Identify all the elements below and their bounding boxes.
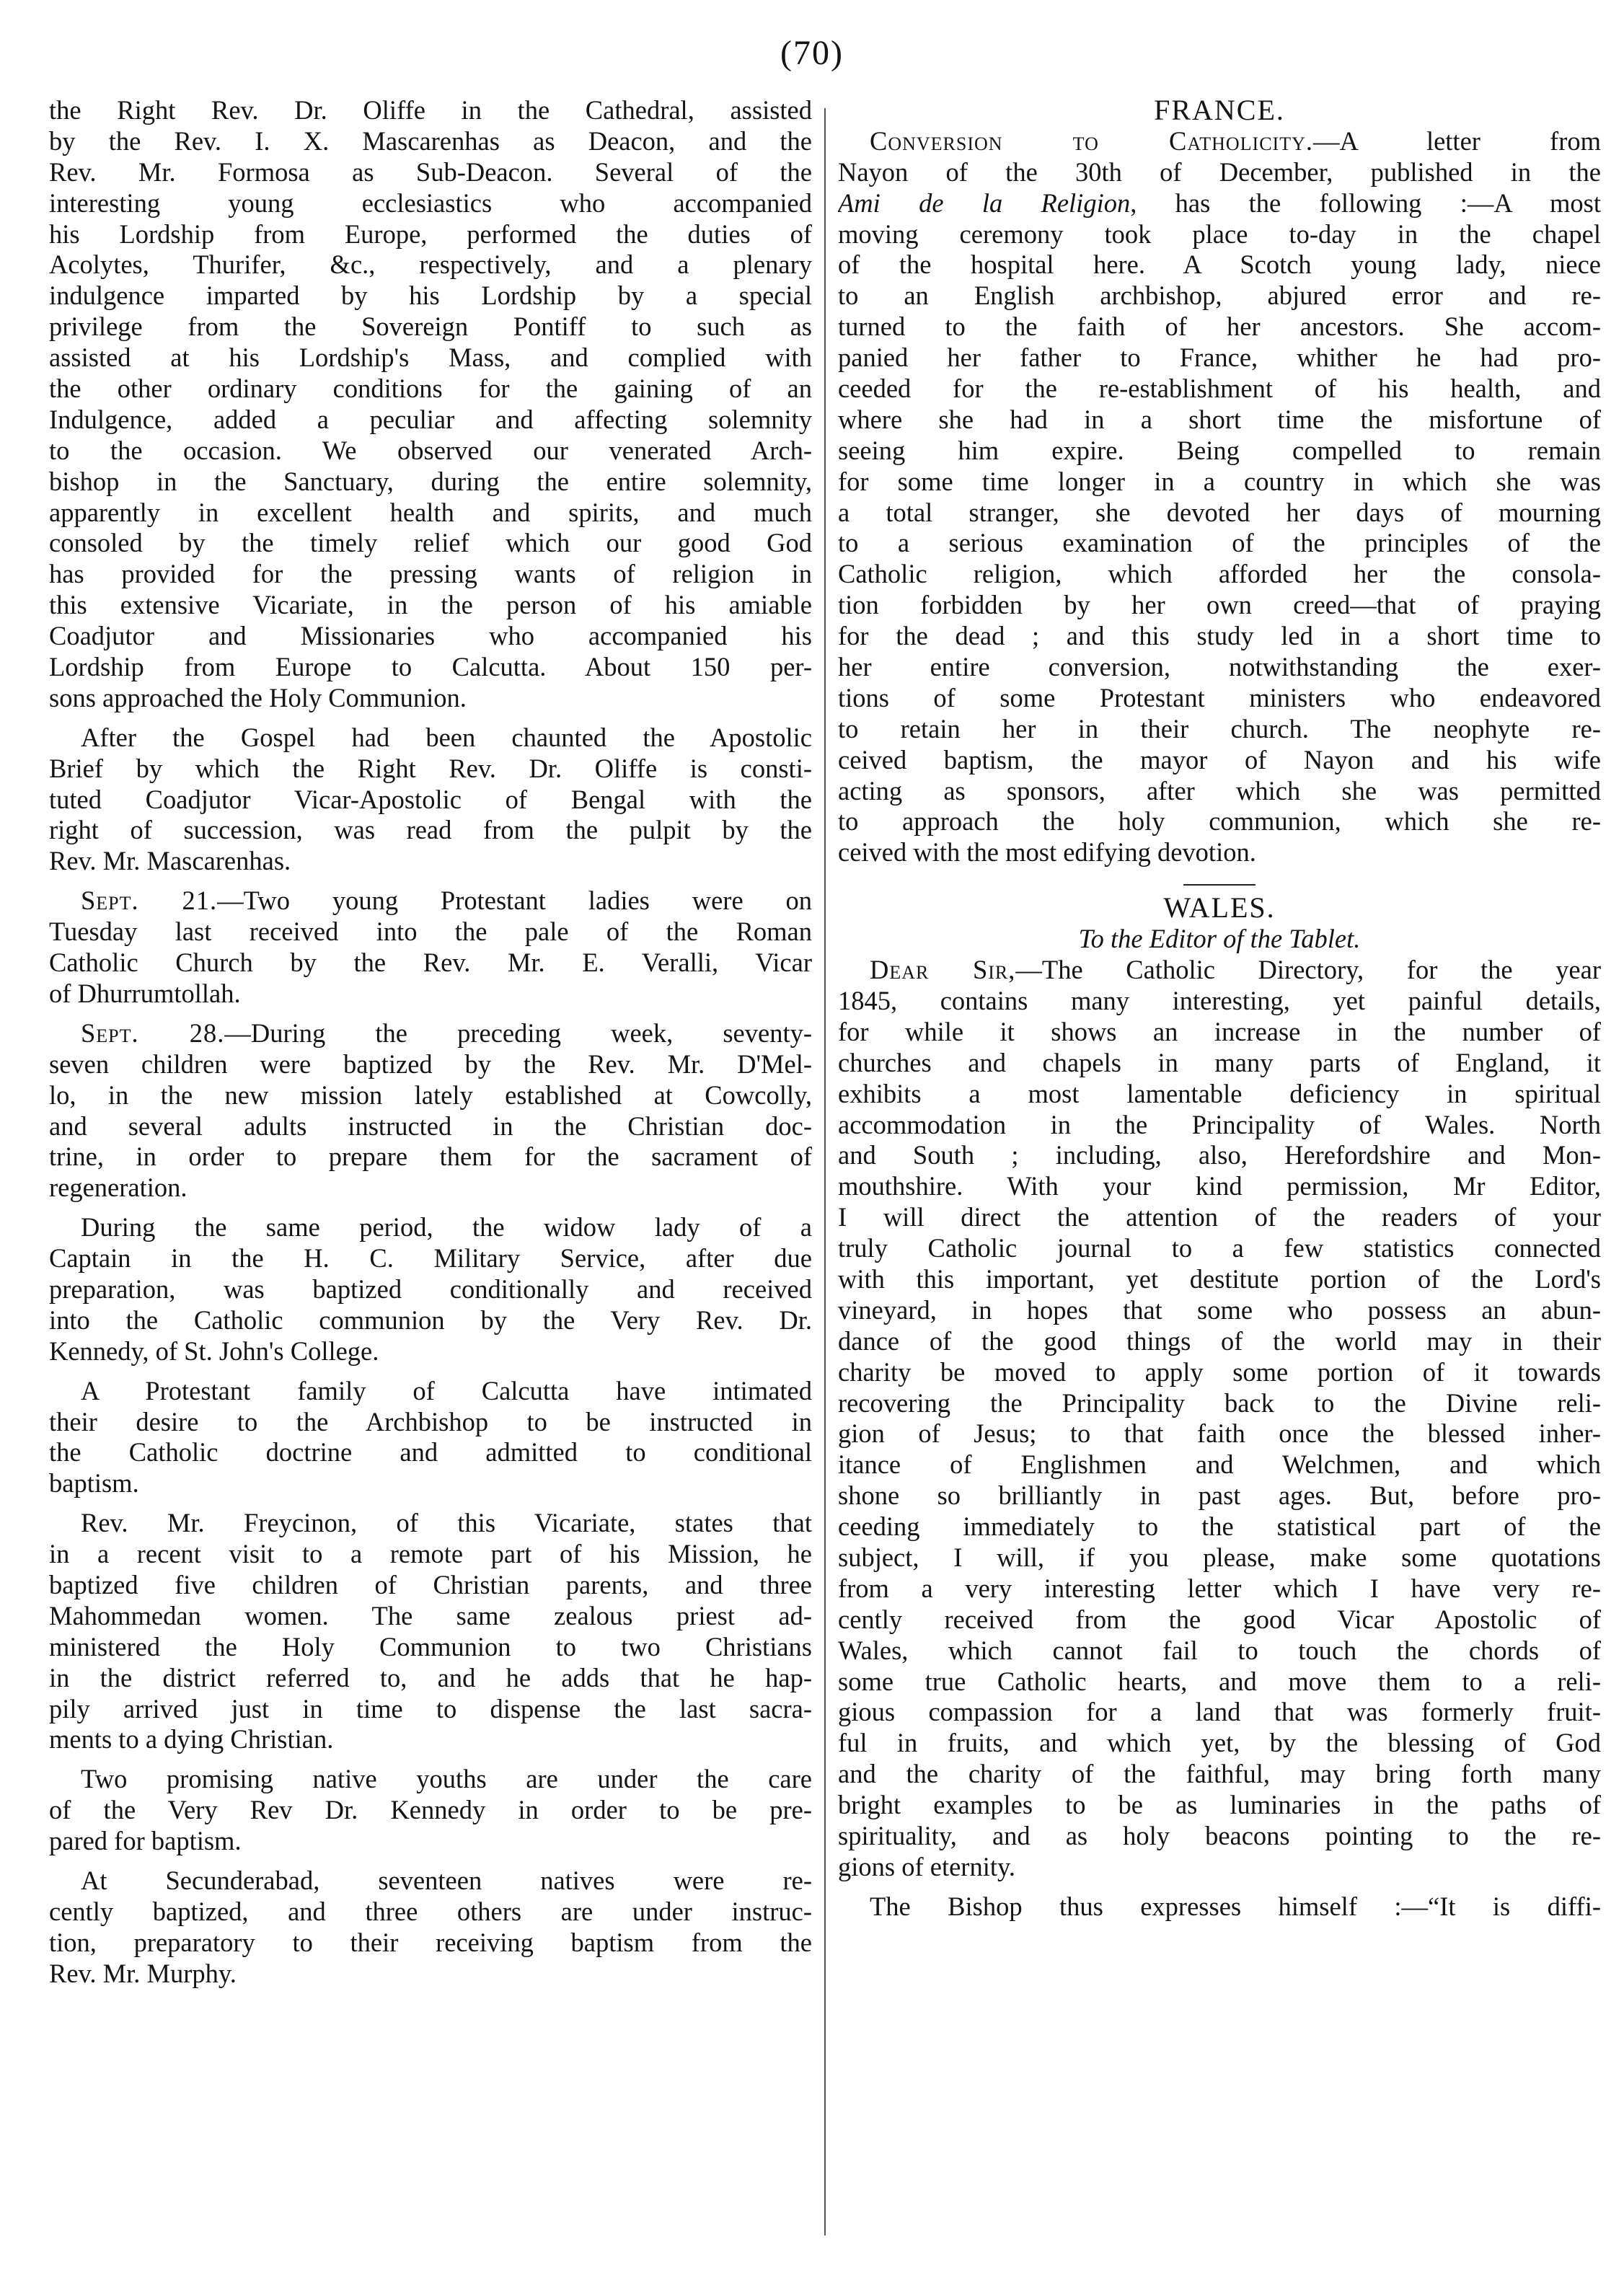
text-line: lo, in the new mission lately established at Cowcolly,: [49, 1080, 812, 1110]
text-line: subject, I will, if you please, make some quotations: [838, 1542, 1601, 1572]
text-line: Rev. Mr. Formosa as Sub-Deacon. Several of the: [49, 156, 812, 187]
text-line: gious compassion for a land that was formerly fruit-: [838, 1697, 1601, 1727]
text-line: indulgence imparted by his Lordship by a special: [49, 281, 812, 311]
text-line: ministered the Holy Communion to two Christians: [49, 1631, 812, 1661]
text-line: for while it shows an increase in the number of: [838, 1016, 1601, 1046]
text-line: ceived baptism, the mayor of Nayon and his wife: [838, 744, 1601, 774]
text-line: where she had in a short time the misfortune of: [838, 404, 1601, 434]
text-line: [838, 126, 1601, 157]
text-line: by the Rev. I. X. Mascarenhas as Deacon, and the: [49, 125, 812, 156]
text-line: for the dead ; and this study led in a short time to: [838, 621, 1601, 651]
text-line: consoled by the timely relief which our good God: [49, 528, 812, 558]
text-line: The Bishop thus expresses himself :—“It is diffi-: [870, 1891, 1601, 1921]
text-line: I will direct the attention of the readers of your: [838, 1202, 1601, 1232]
text-line: seven children were baptized by the Rev. Mr. D'Mel-: [49, 1049, 812, 1079]
column-divider: [824, 108, 826, 2236]
text-line: At Secunderabad, seventeen natives were re-: [81, 1865, 812, 1895]
text-line: acting as sponsors, after which she was permitted: [838, 775, 1601, 806]
text-line: into the Catholic communion by the Very Rev. Dr.: [49, 1305, 812, 1335]
text-line: bright examples to be as luminaries in the paths of: [838, 1790, 1601, 1820]
text-line: the other ordinary conditions for the gaining of an: [49, 374, 812, 404]
text-line: A Protestant family of Calcutta have intimated: [81, 1375, 812, 1405]
text-line: trine, in order to prepare them for the sacrament of: [49, 1142, 812, 1172]
text-line: right of succession, was read from the pulpit by the: [49, 815, 812, 845]
letter-address: To the Editor of the Tablet.: [1078, 924, 1361, 954]
text-line: charity be moved to apply some portion of it towards: [838, 1356, 1601, 1387]
text-line: ceived with the most edifying devotion.: [838, 837, 1256, 868]
text-line: vineyard, in hopes that some who possess an abun-: [838, 1294, 1601, 1325]
text-line: Coadjutor and Missionaries who accompanied his: [49, 621, 812, 651]
text-line: has provided for the pressing wants of religion in: [49, 559, 812, 589]
text-line: Wales, which cannot fail to touch the chords of: [838, 1635, 1601, 1665]
text-line: Lordship from Europe to Calcutta. About 150 per-: [49, 652, 812, 682]
text-line: During the same period, the widow lady of a: [81, 1212, 812, 1243]
text-line: gion of Jesus; to that faith once the blessed inher-: [838, 1418, 1601, 1449]
text-line: cently baptized, and three others are under instruc-: [49, 1896, 812, 1926]
text-line: preparation, was baptized conditionally and received: [49, 1274, 812, 1304]
text-line: 1845, contains many interesting, yet painful details,: [838, 985, 1601, 1015]
text-line: regeneration.: [49, 1173, 187, 1203]
text-line: to the occasion. We observed our venerated Arch-: [49, 435, 812, 465]
text-line: of Dhurrumtollah.: [49, 978, 241, 1008]
text-line: Catholic religion, which afforded her the consola-: [838, 559, 1601, 589]
text-line: a total stranger, she devoted her days of mourning: [838, 497, 1601, 527]
text-line: ceeding immediately to the statistical part of the: [838, 1511, 1601, 1542]
text-line: and several adults instructed in the Christian doc-: [49, 1111, 812, 1141]
text-line: apparently in excellent health and spirits, and much: [49, 497, 812, 527]
text-line: for some time longer in a country in which she was: [838, 466, 1601, 496]
text-line: Mahommedan women. The same zealous priest ad-: [49, 1600, 812, 1630]
text-line: some true Catholic hearts, and move them to a reli-: [838, 1666, 1601, 1696]
text-line: and the charity of the faithful, may bring forth many: [838, 1759, 1601, 1789]
text-line: ceeded for the re-establishment of his health, and: [838, 374, 1601, 404]
publication-title: Ami de la Religion: [838, 187, 1131, 218]
text-line: their desire to the Archbishop to be instructed in: [49, 1406, 812, 1436]
text-line: and South ; including, also, Herefordshire and Mon-: [838, 1140, 1601, 1170]
text-run: —The Catholic Directory, for the year: [1015, 955, 1601, 985]
text-line: Captain in the H. C. Military Service, after due: [49, 1243, 812, 1274]
right-column: [838, 95, 1601, 1923]
text-line: the Catholic doctrine and admitted to conditional: [49, 1437, 812, 1467]
text-line: mouthshire. With your kind permission, Mr Editor,: [838, 1171, 1601, 1201]
text-line: to approach the holy communion, which she re-: [838, 806, 1601, 837]
text-line: churches and chapels in many parts of England, it: [838, 1047, 1601, 1077]
section-divider: [1183, 884, 1255, 886]
text-line: to an English archbishop, abjured error and re-: [838, 281, 1601, 311]
text-line: ments to a dying Christian.: [49, 1724, 334, 1755]
text-line: in a recent visit to a remote part of his Mission, he: [49, 1539, 812, 1569]
text-line: [49, 1018, 812, 1049]
text-line: to retain her in their church. The neophyte re-: [838, 713, 1601, 743]
text-line: to a serious examination of the principles of the: [838, 528, 1601, 558]
text-line: in the district referred to, and he adds that he hap-: [49, 1662, 812, 1692]
text-line: privilege from the Sovereign Pontiff to such as: [49, 312, 812, 342]
text-line: sons approached the Holy Communion.: [49, 682, 467, 712]
text-line: tion forbidden by her own creed—that of praying: [838, 590, 1601, 620]
text-line: tion, preparatory to their receiving baptism from the: [49, 1927, 812, 1957]
text-line: accommodation in the Principality of Wales. North: [838, 1109, 1601, 1139]
text-line: shone so brilliantly in past ages. But, before pro-: [838, 1480, 1601, 1511]
text-run: —A letter from: [1312, 125, 1601, 156]
text-line: baptism.: [49, 1468, 139, 1499]
text-line: Brief by which the Right Rev. Dr. Oliffe is consti-: [49, 753, 812, 783]
text-line: turned to the faith of her ancestors. She accom-: [838, 312, 1601, 342]
text-line: her entire conversion, notwithstanding the exer-: [838, 652, 1601, 682]
text-line: tuted Coadjutor Vicar-Apostolic of Bengal with the: [49, 784, 812, 814]
text-line: dance of the good things of the world may in their: [838, 1325, 1601, 1356]
text-line: of the hospital here. A Scotch young lady, niece: [838, 250, 1601, 280]
section-heading-france: FRANCE.: [1154, 95, 1285, 126]
text-line: [838, 188, 1601, 219]
text-line: bishop in the Sanctuary, during the entire solemnity,: [49, 466, 812, 496]
page-number: (70): [780, 34, 844, 72]
text-line: cently received from the good Vicar Apostolic of: [838, 1604, 1601, 1634]
left-column: [49, 95, 812, 1990]
text-line: moving ceremony took place to-day in the chapel: [838, 219, 1601, 249]
text-line: Rev. Mr. Mascarenhas.: [49, 846, 291, 876]
text-line: Rev. Mr. Freycinon, of this Vicariate, states that: [81, 1508, 812, 1538]
date-lead: Sept. 21.: [81, 886, 218, 916]
text-line: tions of some Protestant ministers who endeavored: [838, 682, 1601, 712]
text-line: the Right Rev. Dr. Oliffe in the Cathedral, assisted: [49, 95, 812, 125]
text-line: pared for baptism.: [49, 1826, 242, 1856]
date-lead: Sept. 28.: [81, 1018, 225, 1048]
text-line: Tuesday last received into the pale of the Roman: [49, 917, 812, 947]
text-line: interesting young ecclesiastics who accompanied: [49, 187, 812, 218]
text-line: [49, 886, 812, 917]
text-line: panied her father to France, whither he had pro-: [838, 343, 1601, 373]
section-lead: Conversion to Catholicity.: [870, 125, 1313, 156]
text-line: with this important, yet destitute portion of the Lord's: [838, 1263, 1601, 1294]
text-line: itance of Englishmen and Welchmen, and which: [838, 1449, 1601, 1480]
text-line: Nayon of the 30th of December, published in the: [838, 156, 1601, 187]
text-line: spirituality, and as holy beacons pointing to the re-: [838, 1820, 1601, 1850]
text-line: seeing him expire. Being compelled to remain: [838, 435, 1601, 465]
text-line: his Lordship from Europe, performed the duties of: [49, 219, 812, 249]
text-line: exhibits a most lamentable deficiency in spiritual: [838, 1078, 1601, 1108]
text-line: assisted at his Lordship's Mass, and complied with: [49, 343, 812, 373]
text-line: truly Catholic journal to a few statistics connected: [838, 1233, 1601, 1263]
text-run: —Two young Protestant ladies were on: [217, 886, 812, 916]
text-run: , has the following :—A most: [1130, 187, 1601, 218]
text-line: this extensive Vicariate, in the person of his amiable: [49, 590, 812, 620]
section-heading-wales: WALES.: [1163, 893, 1276, 924]
text-line: Indulgence, added a peculiar and affecting solemnity: [49, 404, 812, 434]
text-line: Kennedy, of St. John's College.: [49, 1336, 379, 1366]
text-line: from a very interesting letter which I have very re-: [838, 1573, 1601, 1603]
text-line: pily arrived just in time to dispense the last sacra-: [49, 1693, 812, 1723]
text-line: Acolytes, Thurifer, &c., respectively, and a plenary: [49, 250, 812, 280]
text-line: After the Gospel had been chaunted the Apostolic: [81, 722, 812, 752]
text-line: Catholic Church by the Rev. Mr. E. Veralli, Vicar: [49, 948, 812, 978]
text-line: gions of eternity.: [838, 1851, 1015, 1881]
text-line: recovering the Principality back to the Divine reli-: [838, 1387, 1601, 1418]
text-line: Rev. Mr. Murphy.: [49, 1958, 237, 1988]
salutation: Dear Sir,: [870, 955, 1016, 985]
text-line: Two promising native youths are under the care: [81, 1764, 812, 1794]
text-line: baptized five children of Christian parents, and three: [49, 1569, 812, 1599]
text-line: [838, 955, 1601, 986]
text-line: ful in fruits, and which yet, by the blessing of God: [838, 1728, 1601, 1758]
text-line: of the Very Rev Dr. Kennedy in order to be pre-: [49, 1795, 812, 1825]
text-run: —During the preceding week, seventy-: [224, 1018, 812, 1048]
